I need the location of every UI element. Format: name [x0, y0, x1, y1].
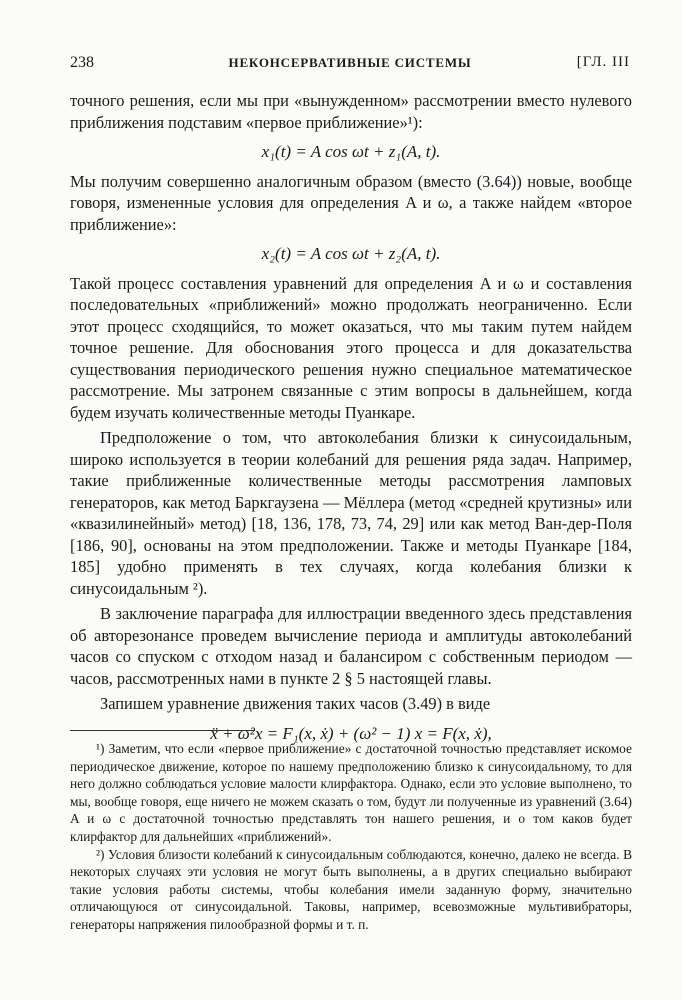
- running-title: НЕКОНСЕРВАТИВНЫЕ СИСТЕМЫ: [228, 55, 472, 70]
- page-header: [70, 54, 630, 76]
- page-number: 238: [70, 54, 94, 71]
- equation-second-approximation: x₂(t) = A cos ωt + z₂(A, t).: [261, 244, 441, 263]
- equation-motion: ẍ + ω²x = F₁(x, ẋ) + (ω² − 1) x = F(x, ẋ),: [210, 723, 492, 743]
- footnote-2: ²) Условия близости колебаний к синусоидальным соблюдаются, конечно, далеко не всегда. В некоторых случаях эти условия не могут быть выполнены, а в других специально выбирают такие условия работы системы, чтобы колебания имели заданную форму, значительно отличающуюся от синусоидальной. Таковы, например, всевозможные мультивибраторы, генераторы напряжения пилообразной формы и т. п.: [70, 846, 632, 932]
- paragraph-1: точного решения, если мы при «вынужденном» рассмотрении вместо нулевого приближения подставим «первое приближение»¹):: [70, 91, 632, 132]
- paragraph-5: В заключение параграфа для иллюстрации введенного здесь представления об авторезонансе проведем вычисление периода и амплитуды автоколебаний часов со спуском с отходом назад и балансиром с собственным периодом — часов, рассмотренных нами в пункте 2 § 5 настоящей главы.: [70, 604, 632, 688]
- paragraph-3: Такой процесс составления уравнений для определения A и ω и составления последовательных «приближений» можно продолжать неограниченно. Если этот процесс сходящийся, то может оказаться, что мы таким путем найдем точное решение. Для обоснования этого процесса и для доказательства существования периодического решения нужно специальное математическое рассмотрение. Мы затронем связанные с этим вопросы в дальнейшем, когда будем изучать количественные методы Пуанкаре.: [70, 273, 632, 422]
- footnote-1: ¹) Заметим, что если «первое приближение» с достаточной точностью представляет искомое периодическое движение, которое по нашему предположению близко к синусоидальному, то для него должно соблюдаться условие малости клирфактора. Однако, если это условие выполнено, то мы, вообще говоря, еще ничего не можем сказать о том, будут ли полученные из уравнений (3.64) A и ω с достаточной точностью представлять тон нашего решения, и о том каков будет клирфактор для дальнейших «приближений».: [70, 741, 632, 844]
- main-text: [70, 90, 632, 752]
- footnotes: [70, 740, 632, 934]
- footnote-divider: [70, 730, 255, 731]
- paragraph-4: Предположение о том, что автоколебания близки к синусоидальным, широко используется в теории колебаний для решения ряда задач. Например, такие приближенные количественные методы рассмотрения ламповых генераторов, как метод Баркгаузена — Мёллера (метод «средней крутизны» или «квазилинейный» метод) [18, 136, 178, 73, 74, 29] или как метод Ван-дер-Поля [186, 90], основаны на этом предположении. Также и методы Пуанкаре [184, 185] удобно применять в тех случаях, когда колебания близки к синусоидальным ²).: [70, 428, 632, 598]
- equation-first-approximation: x₁(t) = A cos ωt + z₁(A, t).: [261, 142, 441, 161]
- paragraph-6: Запишем уравнение движения таких часов (3.49) в виде: [100, 694, 491, 713]
- chapter-reference: [ГЛ. III: [576, 54, 630, 70]
- paragraph-2: Мы получим совершенно аналогичным образом (вместо (3.64)) новые, вообще говоря, измененные условия для определения A и ω, а также найдем «второе приближение»:: [70, 171, 632, 234]
